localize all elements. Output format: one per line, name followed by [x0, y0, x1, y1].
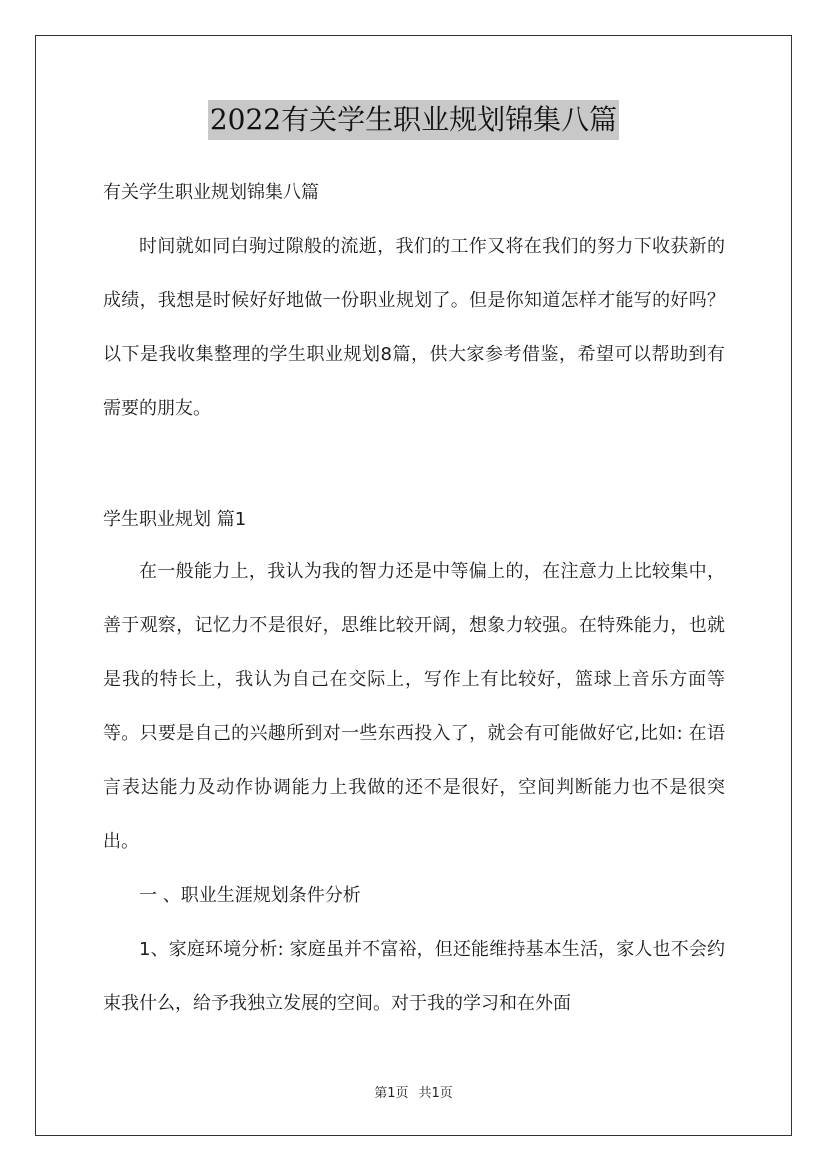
page-number-current: 第1页	[374, 1086, 409, 1101]
intro-section	[103, 220, 725, 436]
section-heading[interactable]: 学生职业规划 篇1	[103, 509, 247, 530]
page-number-total: 共1页	[418, 1086, 453, 1101]
section-1-body	[103, 545, 725, 1031]
section-paragraph-2[interactable]: 1、家庭环境分析: 家庭虽并不富裕，但还能维持基本生活，家人也不会约束我什么，给予我独立发展的空间。对于我的学习和在外面	[103, 939, 725, 1014]
document-subtitle[interactable]: 有关学生职业规划锦集八篇	[103, 182, 319, 203]
section-paragraph-1[interactable]: 在一般能力上，我认为我的智力还是中等偏上的，在注意力上比较集中，善于观察，记忆力不是很好，思维比较开阔，想象力较强。在特殊能力，也就是我的特长上，我认为自己在交际上，写作上有比较好，篮球上音乐方面等等。只要是自己的兴趣所到对一些东西投入了，就会有可能做好它,比如: 在语言表达能力及动作协调能力上我做的还不是很好，空间判断能力也不是很突出。	[103, 561, 725, 852]
title-wrapper	[0, 100, 827, 140]
intro-paragraph[interactable]: 时间就如同白驹过隙般的流逝，我们的工作又将在我们的努力下收获新的成绩，我想是时候好好地做一份职业规划了。但是你知道怎样才能写的好吗？以下是我收集整理的学生职业规划8篇，供大家参考借鉴，希望可以帮助到有需要的朋友。	[103, 236, 725, 419]
subheading-career-analysis[interactable]: 一 、职业生涯规划条件分析	[139, 885, 361, 906]
page-footer	[0, 1082, 827, 1101]
document-title[interactable]: 2022有关学生职业规划锦集八篇	[208, 100, 619, 140]
